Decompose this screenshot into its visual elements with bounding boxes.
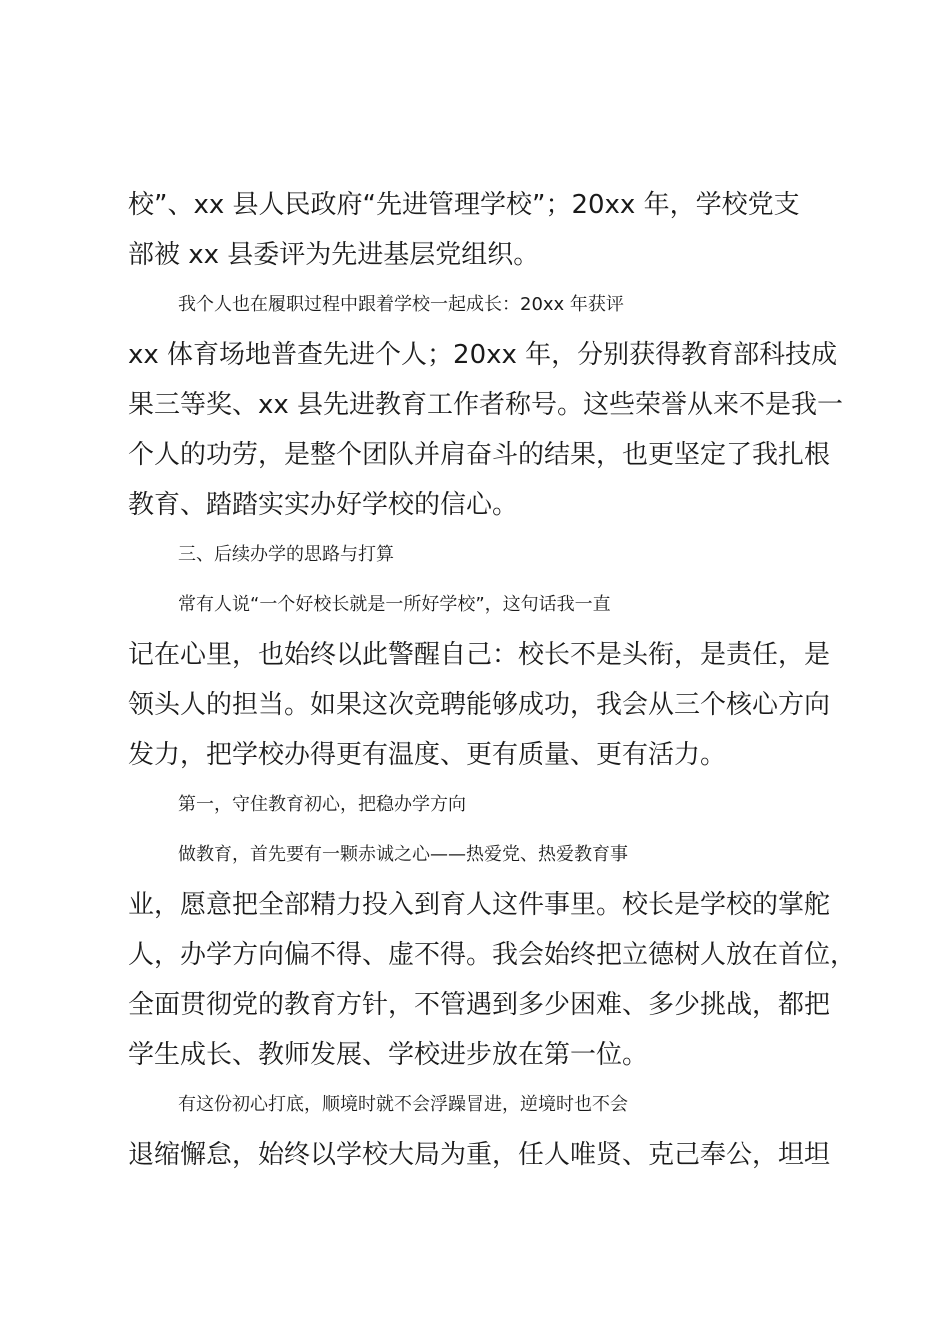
text-line: 记在心里，也始终以此警醒自己：校长不是头衔，是责任，是 (128, 640, 831, 670)
text-line: 发力，把学校办得更有温度、更有质量、更有活力。 (128, 740, 727, 770)
text-line: 校”、xx 县人民政府“先进管理学校”；20xx 年，学校党支 (128, 190, 800, 220)
text-line: xx 体育场地普查先进个人；20xx 年，分别获得教育部科技成 (128, 340, 838, 370)
paragraph-start-line: 做教育，首先要有一颗赤诚之心——热爱党、热爱教育事 (178, 844, 628, 865)
text-line: 领头人的担当。如果这次竞聘能够成功，我会从三个核心方向 (128, 690, 831, 720)
section-heading: 三、后续办学的思路与打算 (178, 544, 394, 565)
text-line: 全面贯彻党的教育方针，不管遇到多少困难、多少挑战，都把 (128, 990, 831, 1020)
text-line: 部被 xx 县委评为先进基层党组织。 (128, 240, 540, 270)
text-line: 个人的功劳，是整个团队并肩奋斗的结果，也更坚定了我扎根 (128, 440, 831, 470)
paragraph-start-line: 常有人说“一个好校长就是一所好学校”，这句话我一直 (178, 594, 611, 615)
paragraph-start-line: 有这份初心打底，顺境时就不会浮躁冒进，逆境时也不会 (178, 1094, 628, 1115)
subsection-heading: 第一，守住教育初心，把稳办学方向 (178, 794, 466, 815)
text-line: 人，办学方向偏不得、虚不得。我会始终把立德树人放在首位， (128, 940, 857, 970)
text-line: 退缩懈怠，始终以学校大局为重，任人唯贤、克己奉公，坦坦 (128, 1140, 831, 1170)
text-line: 学生成长、教师发展、学校进步放在第一位。 (128, 1040, 649, 1070)
paragraph-start-line: 我个人也在履职过程中跟着学校一起成长：20xx 年获评 (178, 294, 624, 315)
text-line: 教育、踏踏实实办好学校的信心。 (128, 490, 519, 520)
text-line: 果三等奖、xx 县先进教育工作者称号。这些荣誉从来不是我一 (128, 390, 844, 420)
text-line: 业，愿意把全部精力投入到育人这件事里。校长是学校的掌舵 (128, 890, 831, 920)
